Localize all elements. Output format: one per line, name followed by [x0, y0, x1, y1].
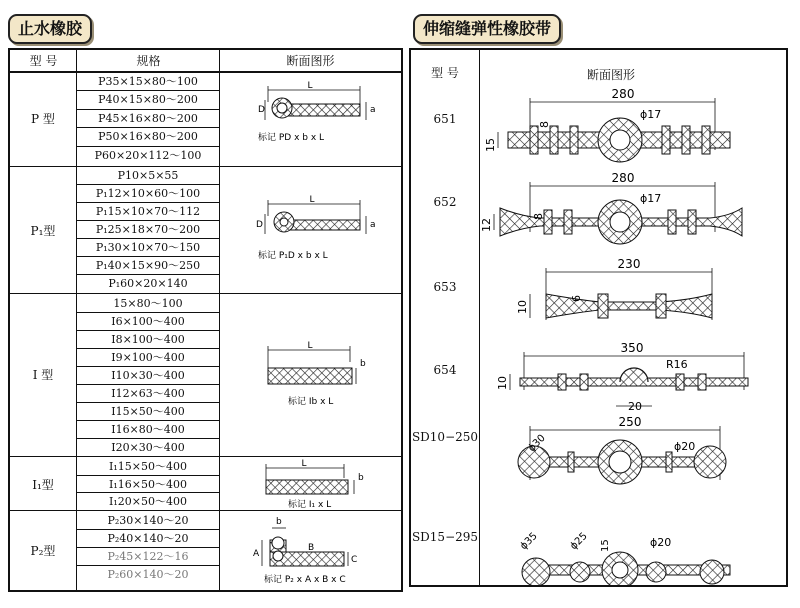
dim-label: 10 — [496, 376, 509, 390]
spec-row: P₂45×122～16 — [107, 550, 189, 563]
dim-label: R16 — [666, 358, 688, 371]
dim-label: a — [370, 105, 376, 115]
spec-row: P₂40×140～20 — [107, 532, 189, 545]
dim-label: b — [358, 473, 364, 483]
type-label-sd10: SD10−250 — [411, 430, 479, 444]
p-type-drawing — [258, 81, 376, 143]
spec-row: P₁30×10×70～150 — [95, 241, 201, 254]
dim-label: 15 — [600, 539, 611, 552]
dim-label: ϕ35 — [518, 530, 540, 553]
dim-label: b — [360, 359, 366, 369]
left-header-spec: 规格 — [136, 54, 161, 68]
right-title-tab: 伸缩缝弹性橡胶带 — [413, 14, 561, 44]
dim-label: 12 — [480, 218, 493, 232]
type-label-652: 652 — [433, 195, 457, 209]
spec-row: I20×30～400 — [111, 441, 185, 454]
dim-label: L — [307, 341, 313, 351]
profile-sd10-250 — [518, 415, 726, 484]
spec-row: I8×100～400 — [111, 333, 185, 346]
spec-row: I₁15×50～400 — [109, 460, 187, 473]
dim-label: ϕ17 — [640, 108, 662, 121]
spec-row: I15×50～400 — [111, 405, 185, 418]
type-label-p1: P₁型 — [30, 224, 56, 238]
spec-row: P40×15×80～200 — [98, 93, 198, 106]
dim-label: B — [308, 543, 315, 553]
profile-652 — [480, 171, 742, 244]
left-title-tab: 止水橡胶 — [8, 14, 92, 44]
mark-label: 标记 P₁D x b x L — [258, 251, 328, 261]
p2-type-drawing — [253, 517, 357, 585]
dim-label: 280 — [611, 171, 635, 185]
dim-label: L — [309, 195, 315, 205]
spec-row: I₁16×50～400 — [109, 478, 187, 491]
dim-label: 6 — [570, 295, 583, 302]
spec-row: P₁25×18×70～200 — [95, 223, 201, 236]
type-label-sd15: SD15−295 — [411, 530, 479, 544]
spec-row: P₁60×20×140 — [108, 277, 188, 290]
spec-row: I10×30～400 — [111, 369, 185, 382]
dim-label: 10 — [516, 300, 529, 314]
dim-label: D — [256, 220, 263, 230]
spec-row: P₁40×15×90～250 — [95, 259, 201, 272]
dim-label: 8 — [532, 213, 545, 220]
spec-row: I6×100～400 — [111, 315, 185, 328]
dim-label: b — [276, 517, 282, 527]
left-header-section: 断面图形 — [286, 54, 335, 68]
dim-label: 230 — [617, 257, 641, 271]
mark-label: 标记 I₁ x L — [288, 500, 332, 510]
type-label-p: P 型 — [31, 112, 55, 126]
type-label-i: I 型 — [32, 368, 54, 382]
mark-label: 标记 P₂ x A x B x C — [264, 575, 346, 585]
i-type-drawing — [268, 341, 366, 407]
spec-row: P35×15×80～100 — [98, 75, 198, 88]
spec-row: P45×16×80～200 — [98, 112, 198, 125]
dim-label: 15 — [484, 138, 497, 152]
mark-label: 标记 PD x b x L — [258, 133, 325, 143]
section-drawings-left — [220, 50, 401, 590]
type-label-651: 651 — [433, 112, 457, 126]
dim-label: ϕ20 — [650, 536, 672, 549]
spec-row: P₂30×140～20 — [107, 514, 189, 527]
dim-label: 350 — [620, 341, 644, 355]
dim-label: ϕ20 — [674, 440, 696, 453]
dim-label: L — [301, 459, 307, 469]
profile-sd15-295 — [518, 531, 730, 585]
type-label-653: 653 — [433, 280, 457, 294]
mark-label: 标记 Ib x L — [288, 397, 334, 407]
dim-label: A — [253, 549, 260, 559]
type-label-654: 654 — [433, 363, 457, 377]
right-header-section: 断面图形 — [586, 68, 635, 82]
dim-label: 280 — [611, 87, 635, 101]
dim-label: 20 — [628, 400, 642, 413]
spec-row: P₁15×10×70～112 — [95, 205, 201, 218]
profile-653 — [516, 257, 712, 320]
left-table — [8, 48, 403, 592]
spec-row: 15×80～100 — [113, 297, 183, 310]
spec-row: I16×80～400 — [111, 423, 185, 436]
section-drawings-right — [480, 50, 785, 585]
profile-651 — [484, 87, 730, 162]
spec-row: P₁12×10×60～100 — [95, 187, 201, 200]
spec-row: P60×20×112～100 — [94, 149, 202, 162]
dim-label: L — [307, 81, 313, 91]
dim-label: C — [351, 555, 358, 565]
dim-label: ϕ17 — [640, 192, 662, 205]
profile-654 — [496, 341, 748, 413]
type-label-p2: P₂型 — [30, 544, 56, 558]
right-header-type: 型 号 — [431, 66, 459, 80]
i1-type-drawing — [266, 459, 364, 510]
spec-row: I12×63～400 — [111, 387, 185, 400]
dim-label: 8 — [538, 121, 551, 128]
dim-label: D — [258, 105, 265, 115]
dim-label: ϕ30 — [526, 432, 548, 455]
spec-row: P₂60×140～20 — [107, 568, 189, 581]
dim-label: ϕ25 — [568, 530, 590, 553]
spec-row: I₁20×50～400 — [109, 495, 187, 508]
spec-row: P50×16×80～200 — [98, 130, 198, 143]
dim-label: 250 — [618, 415, 642, 429]
type-label-i1: I₁型 — [32, 478, 54, 492]
spec-row: I9×100～400 — [111, 351, 185, 364]
spec-row: P10×5×55 — [117, 169, 179, 182]
dim-label: a — [370, 220, 376, 230]
left-header-type: 型 号 — [29, 54, 58, 68]
p1-type-drawing — [256, 195, 376, 261]
right-table — [409, 48, 788, 587]
